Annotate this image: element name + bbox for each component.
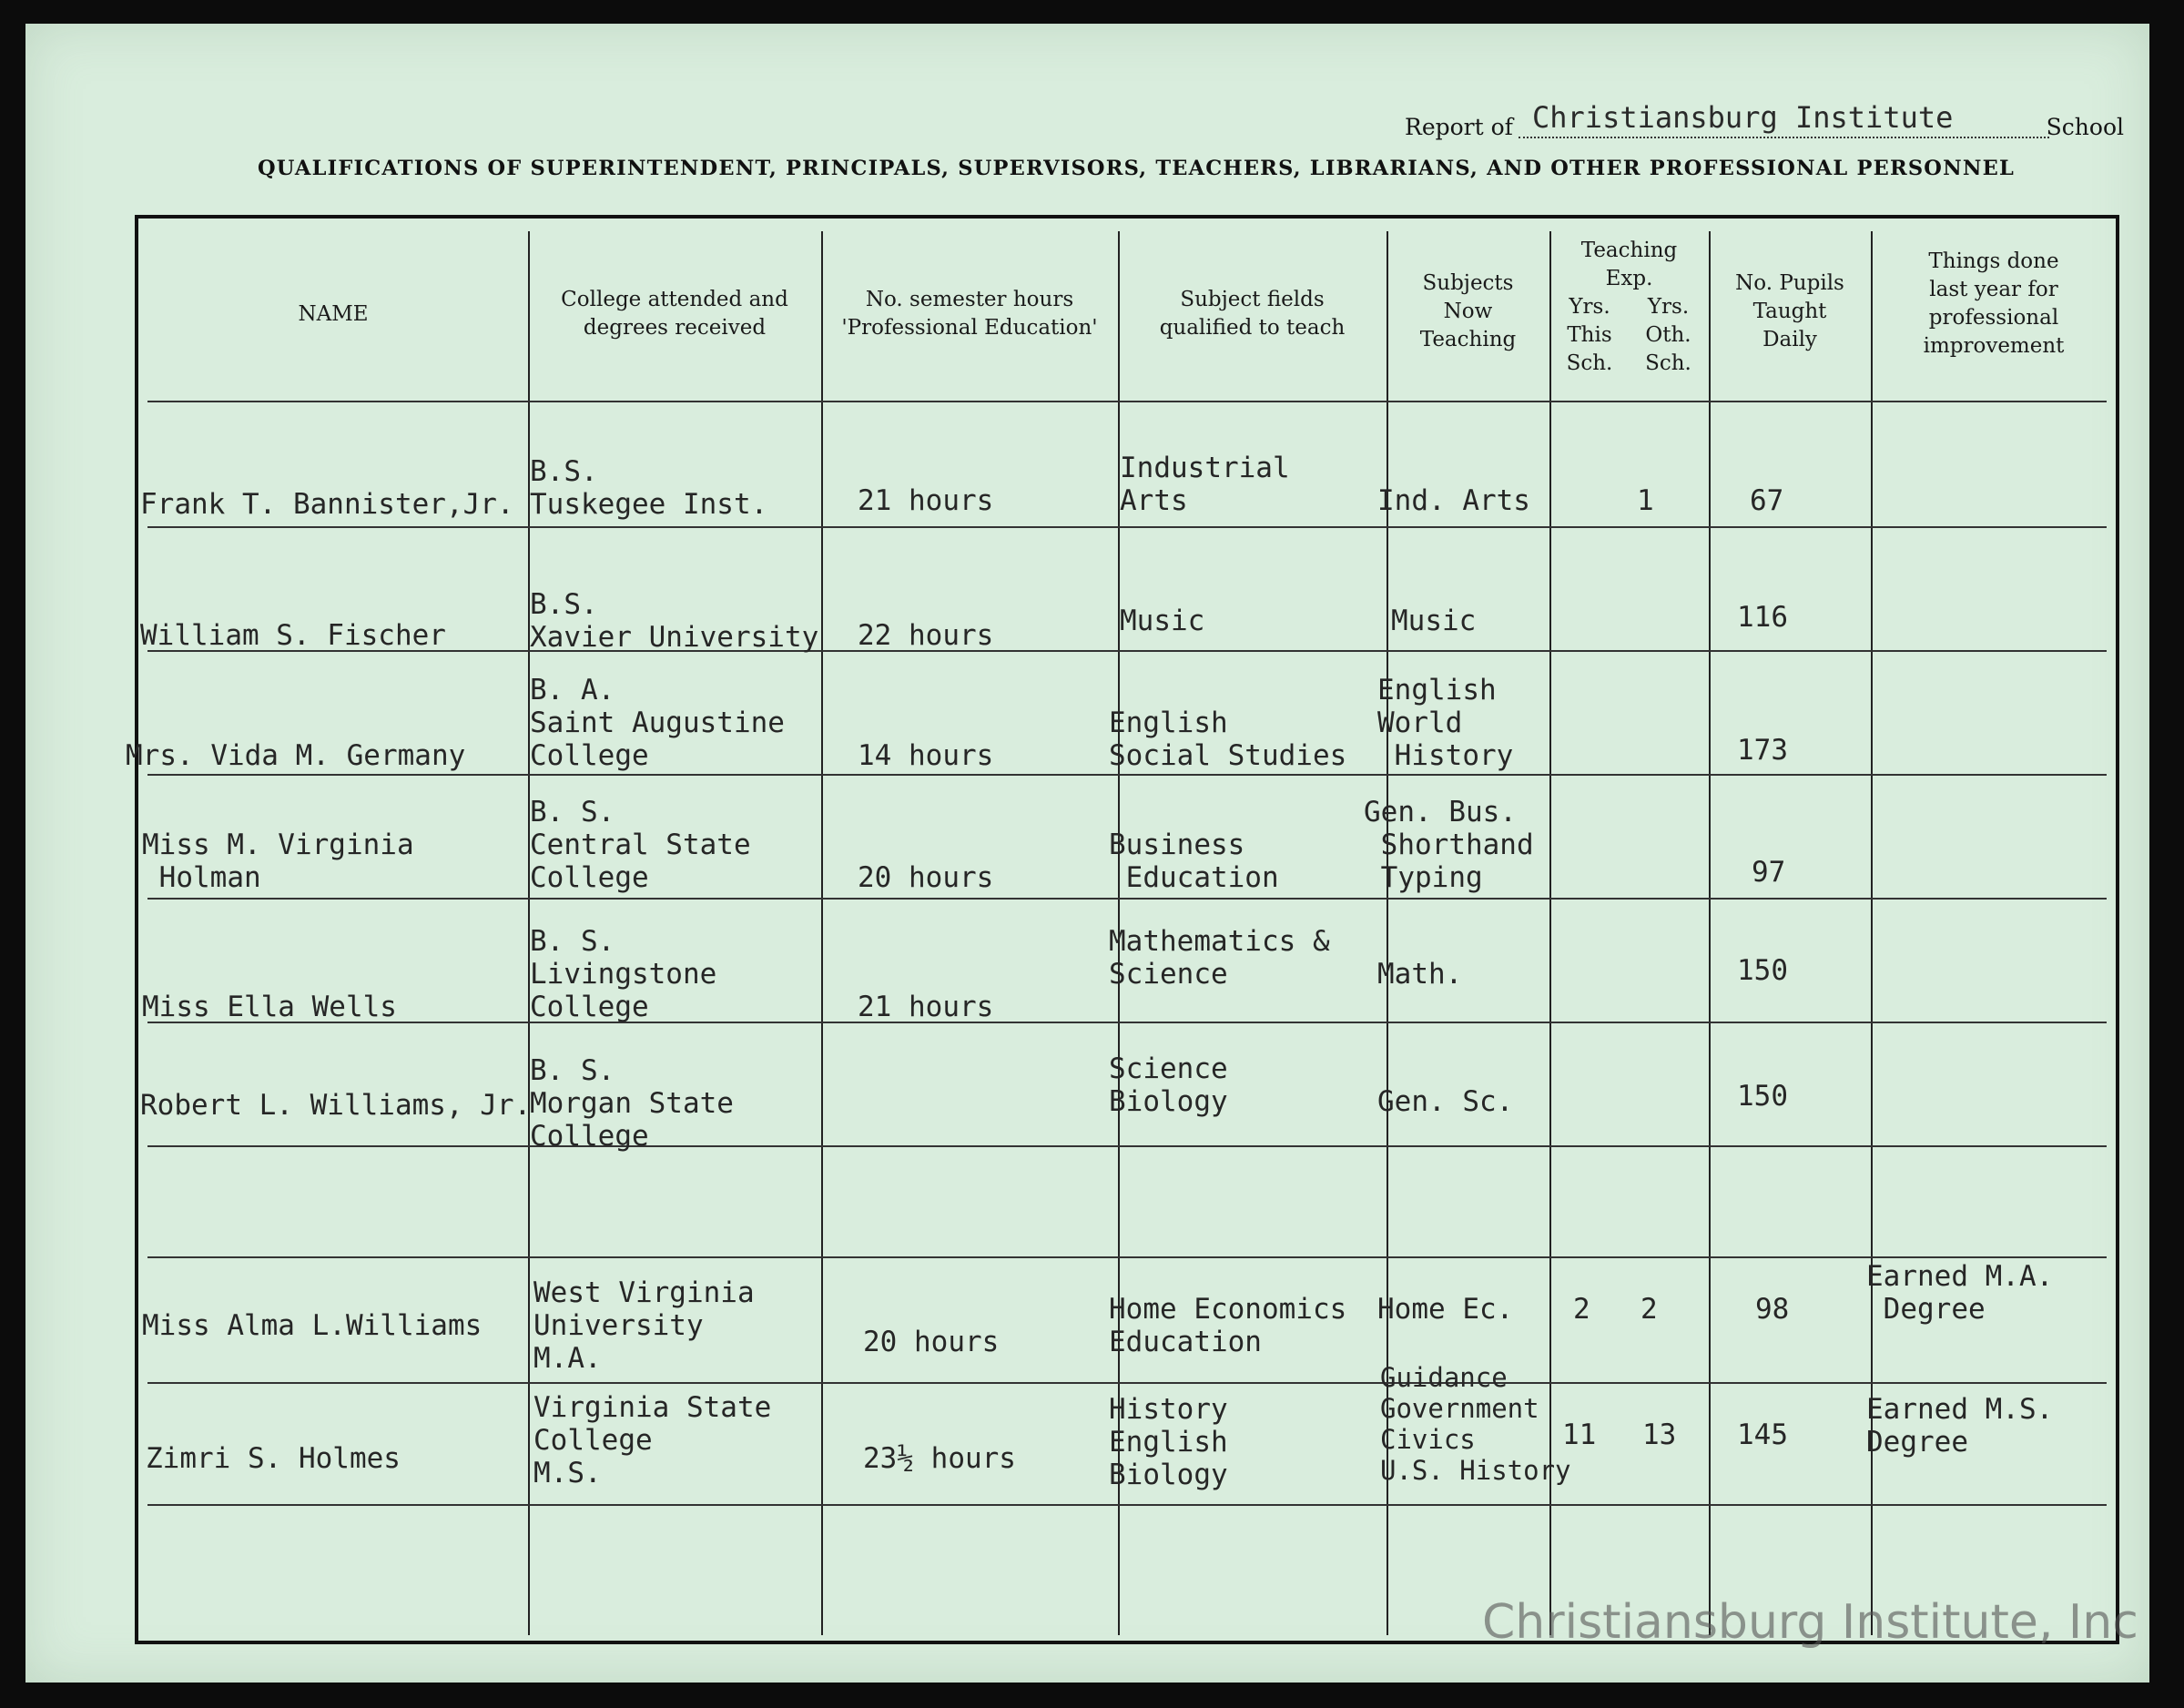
row-subjects-now: Math.	[1377, 958, 1463, 991]
row-hours: 21 hours	[858, 991, 994, 1023]
row-name: Mrs. Vida M. Germany	[126, 739, 466, 772]
column-rule	[821, 231, 823, 1635]
header-exp-this-school: Yrs. This Sch.	[1566, 295, 1613, 375]
row-improvement: Earned M.A. Degree	[1866, 1260, 2054, 1326]
report-of-line	[1405, 89, 2124, 144]
row-exp-other: 2	[1641, 1293, 1658, 1326]
row-pupils: 116	[1737, 601, 1788, 634]
row-fields: Science Biology	[1109, 1052, 1228, 1118]
row-fields: Music	[1120, 605, 1205, 637]
row-hours: 20 hours	[858, 861, 994, 894]
row-college: B. A. Saint Augustine College	[530, 674, 785, 772]
row-college: B.S. Xavier University	[530, 588, 819, 654]
row-fields: Home Economics Education	[1109, 1293, 1347, 1358]
row-college: B.S. Tuskegee Inst.	[530, 455, 768, 521]
school-name-underline	[1519, 137, 2049, 138]
row-college: Virginia State College M.S.	[533, 1391, 772, 1489]
row-pupils: 67	[1750, 484, 1784, 517]
row-name: Zimri S. Holmes	[146, 1442, 401, 1475]
row-fields: Business Education	[1109, 829, 1279, 894]
row-exp-this: 2	[1573, 1293, 1590, 1326]
row-name: Robert L. Williams, Jr.	[140, 1089, 532, 1122]
row-rule	[147, 526, 2107, 528]
row-rule	[147, 1256, 2107, 1258]
qualifications-table	[126, 215, 2119, 1644]
header-hours: No. semester hours 'Professional Education'	[841, 288, 1098, 340]
row-improvement: Earned M.S. Degree	[1866, 1393, 2054, 1459]
row-pupils: 150	[1737, 1080, 1788, 1113]
row-name: Miss Ella Wells	[142, 991, 397, 1023]
row-subjects-now: Ind. Arts	[1377, 484, 1530, 517]
row-pupils: 97	[1752, 856, 1786, 889]
row-college: B. S. Central State College	[530, 796, 751, 894]
row-name: Frank T. Bannister,Jr.	[140, 488, 514, 521]
column-rule	[1709, 231, 1711, 1635]
row-hours: 14 hours	[858, 739, 994, 772]
row-rule	[147, 1145, 2107, 1147]
row-rule	[147, 774, 2107, 776]
row-hours: 21 hours	[858, 484, 994, 517]
row-subjects-now: English World History	[1377, 674, 1514, 772]
header-improvement: Things done last year for professional improvement	[1923, 249, 2065, 358]
row-exp-this: 11	[1562, 1418, 1597, 1451]
row-subjects-now: Home Ec.	[1377, 1293, 1514, 1326]
document-page	[25, 24, 2149, 1683]
header-fields: Subject fields qualified to teach	[1159, 288, 1346, 340]
row-college: West Virginia University M.A.	[533, 1276, 755, 1375]
header-college: College attended and degrees received	[561, 288, 788, 340]
row-name: William S. Fischer	[140, 619, 446, 652]
form-heading: QUALIFICATIONS OF SUPERINTENDENT, PRINCIPALS, SUPERVISORS, TEACHERS, LIBRARIANS, AND OTHER PROFESSIONAL PERSONNEL	[257, 157, 2015, 180]
row-hours: 22 hours	[858, 619, 994, 652]
row-name: Miss M. Virginia Holman	[142, 829, 414, 894]
school-name: Christiansburg Institute	[1532, 100, 1954, 135]
row-rule	[147, 1504, 2107, 1506]
row-fields: Mathematics & Science	[1109, 925, 1330, 991]
row-subjects-now: Gen. Bus. Shorthand Typing	[1364, 796, 1534, 894]
row-hours: 20 hours	[863, 1326, 1000, 1358]
row-fields: Industrial Arts	[1120, 452, 1290, 517]
report-of-label: Report of	[1405, 114, 1513, 140]
row-pupils: 150	[1737, 954, 1788, 987]
row-hours: 23½ hours	[863, 1442, 1016, 1475]
row-rule	[147, 898, 2107, 900]
row-rule	[147, 1022, 2107, 1023]
watermark: Christiansburg Institute, Inc	[1482, 1595, 2138, 1650]
row-subjects-now: Gen. Sc.	[1377, 1085, 1514, 1118]
row-exp-other: 13	[1642, 1418, 1677, 1451]
row-fields: English Social Studies	[1109, 707, 1347, 772]
row-pupils: 173	[1737, 734, 1788, 767]
row-exp-other: 1	[1637, 484, 1654, 517]
header-pupils: No. Pupils Taught Daily	[1735, 271, 1844, 351]
school-label: School	[2046, 114, 2124, 140]
row-pupils: 145	[1737, 1418, 1788, 1451]
row-college: B. S. Morgan State College	[530, 1054, 734, 1153]
row-rule	[147, 1382, 2107, 1384]
row-rule	[147, 401, 2107, 402]
row-subjects-now: Guidance Government Civics U.S. History	[1380, 1362, 1571, 1486]
row-subjects-now: Music	[1391, 605, 1477, 637]
header-exp-other-school: Yrs. Oth. Sch.	[1645, 295, 1691, 375]
header-name: NAME	[298, 302, 369, 326]
header-teaching-exp: Teaching Exp.	[1580, 239, 1678, 290]
row-pupils: 98	[1755, 1293, 1790, 1326]
row-name: Miss Alma L.Williams	[142, 1309, 483, 1342]
row-college: B. S. Livingstone College	[530, 925, 717, 1023]
row-fields: History English Biology	[1109, 1393, 1228, 1491]
header-subjects-now: Subjects Now Teaching	[1419, 271, 1517, 351]
